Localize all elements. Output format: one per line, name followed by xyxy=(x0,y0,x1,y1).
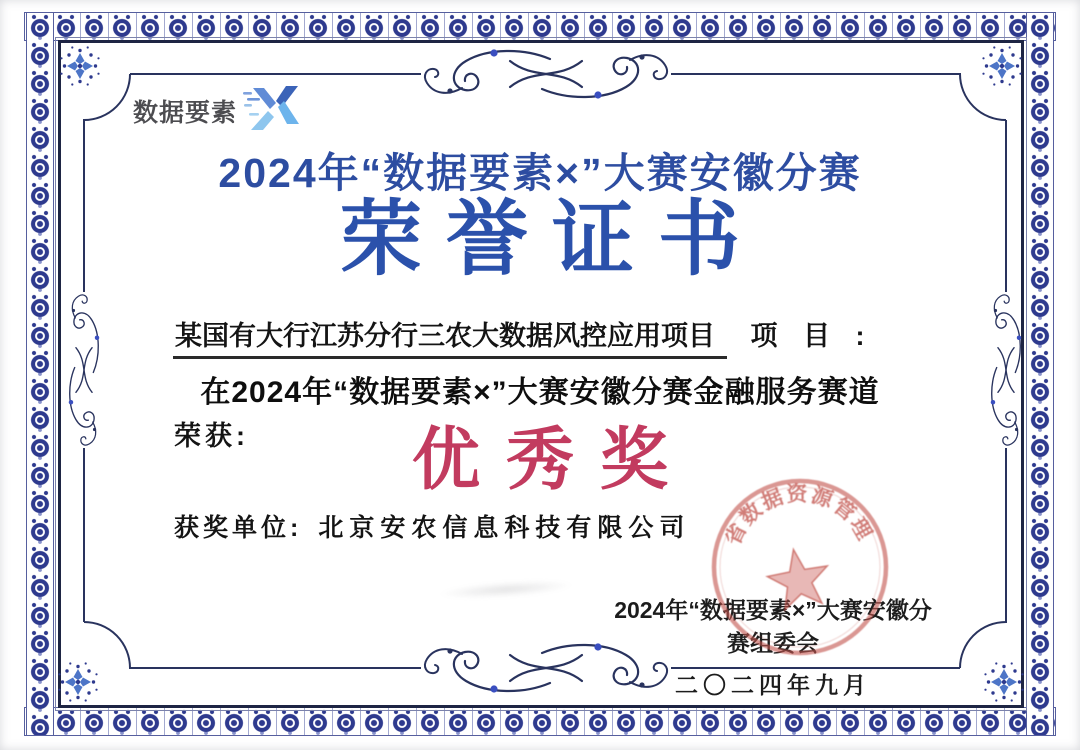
svg-text:省数据资源管理 xyxy=(721,482,877,549)
x-logo-icon xyxy=(241,80,303,136)
committee-name: 2024年“数据要素×”大赛安徽分赛组委会 xyxy=(614,597,932,656)
logo-text: 数据要素 xyxy=(133,99,238,127)
competition-title: 2024年“数据要素×”大赛安徽分赛 xyxy=(218,150,862,196)
track-line: 在2024年“数据要素×”大赛安徽分赛金融服务赛道 xyxy=(200,376,880,409)
project-line xyxy=(173,314,874,353)
winner-label: 获奖单位: xyxy=(174,514,303,542)
award-prefix: 荣获: xyxy=(174,421,249,451)
award-name: 优秀奖 xyxy=(411,422,694,498)
project-label: 项 目 : xyxy=(750,321,874,351)
chain-border-bottom xyxy=(24,707,1056,736)
chain-border-top xyxy=(24,12,1056,41)
project-name: 某国有大行江苏分行三农大数据风控应用项目 xyxy=(173,321,727,359)
winner-name: 北京安农信息科技有限公司 xyxy=(318,514,691,542)
issue-date: 二〇二四年九月 xyxy=(675,672,871,698)
official-red-seal xyxy=(702,469,902,669)
certificate-heading: 荣誉证书 xyxy=(339,191,764,287)
seal-arc-text: 省数据资源管理 xyxy=(721,482,877,549)
data-element-logo xyxy=(133,86,303,136)
seal-star-icon xyxy=(764,544,834,612)
winner-line xyxy=(174,508,690,544)
